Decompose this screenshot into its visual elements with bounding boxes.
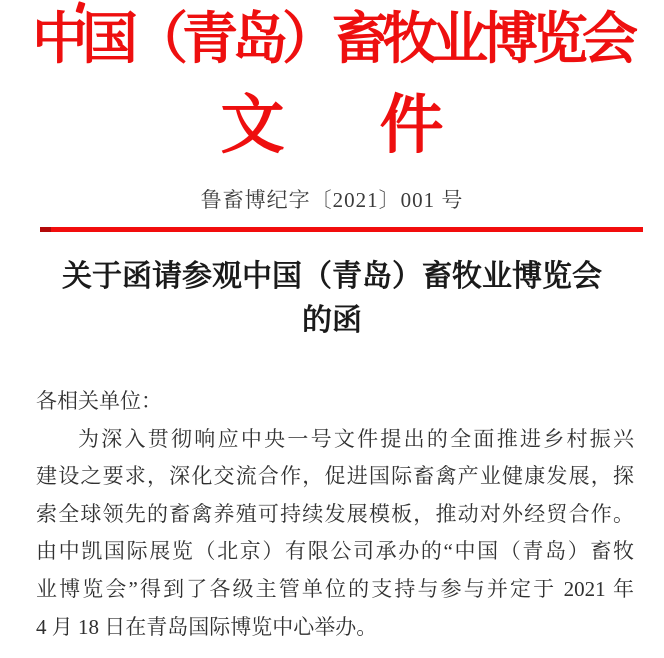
salutation: 各相关单位：: [36, 389, 162, 413]
red-divider-rule: [40, 227, 643, 232]
doc-word-char-jian: 件: [379, 90, 444, 161]
letter-title-line2: 的函: [302, 304, 362, 337]
body-line: 4 月 18 日在青岛国际博览中心举办。: [36, 614, 378, 639]
document-reference-number: 鲁畜博纪字〔2021〕001 号: [200, 188, 464, 212]
body-line: 为深入贯彻响应中央一号文件提出的全面推进乡村振兴: [78, 426, 634, 451]
letterhead-org-title: 中国（青岛）畜牧业博览会: [32, 9, 632, 71]
letter-body: [36, 383, 634, 646]
letter-title: [0, 255, 664, 343]
letter-title-line1: 关于函请参观中国（青岛）畜牧业博览会: [62, 260, 602, 293]
body-line: 索全球领先的畜禽养殖可持续发展模板，推动对外经贸合作。: [36, 501, 634, 526]
doc-word-char-wen: 文: [220, 90, 285, 161]
body-line: 建设之要求，深化交流合作，促进国际畜禽产业健康发展，探: [36, 464, 634, 489]
letterhead-doc-word: [0, 88, 664, 165]
body-line: 业博览会”得到了各级主管单位的支持与参与并定于 2021 年: [36, 576, 634, 601]
body-line: 由中凯国际展览（北京）有限公司承办的“中国（青岛）畜牧: [36, 539, 634, 564]
